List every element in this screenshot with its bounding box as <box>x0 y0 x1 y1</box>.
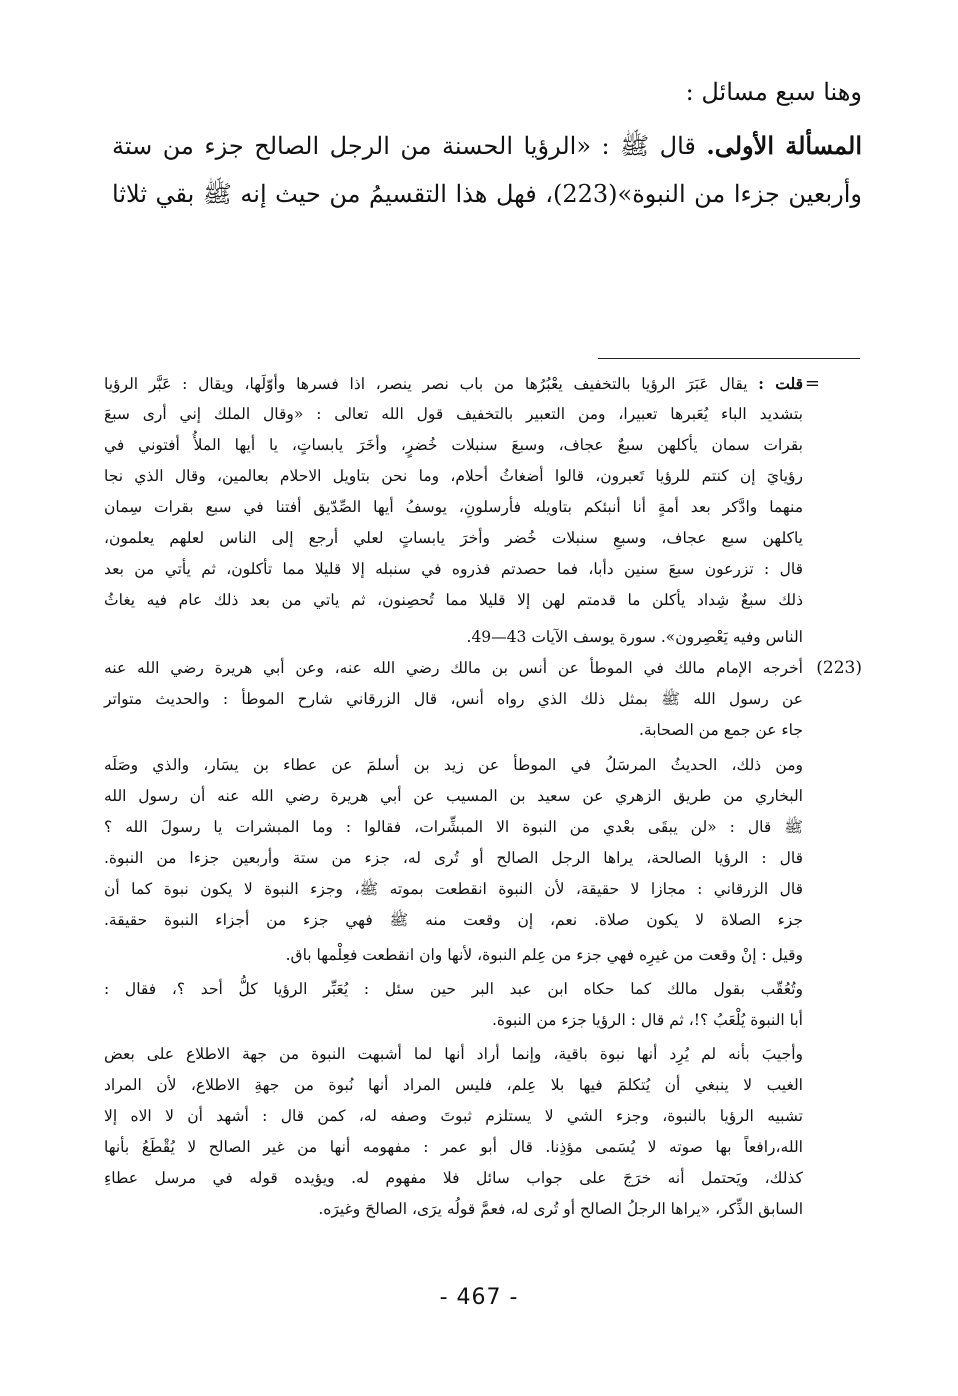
intro-line: وهنا سبع مسائل : <box>685 78 862 106</box>
footnote-line: عن رسول الله ﷺ بمثل ذلك الذي رواه أنس، قال الزرقاني شارح الموطأ : والحديث متواتر <box>104 690 803 708</box>
footnote-line: جاء عن جمع من الصحابة. <box>639 721 803 739</box>
footnote-line: الناس وفيه يَعْصِرون». سورة يوسف الآيات 43—49. <box>466 628 803 646</box>
qult-label: قلت : <box>758 374 803 393</box>
continuation-marker: = <box>804 373 820 394</box>
issue-one-text: قال ﷺ : «الرؤيا الحسنة من الرجل الصالح جزء من ستة <box>112 132 707 160</box>
footnote-line: بتشديد الباء يُعَبرها تعبيرا، ومن التعبير بالتخفيف قول الله تعالى : «وقال الملك إني أرى سبعَ <box>104 405 803 423</box>
footnote-line: قال : تزرعون سبعَ سنين دأبا، فما حصدتم فذروه في سنبله إلا قليلا مما تأكلون، ثم يأتي من بعد <box>104 560 803 578</box>
footnote-line <box>104 372 803 396</box>
footnote-line: السابق الذِّكر، «يراها الرجلُ الصالح أو تُرى له، فعمَّ قولُه يرَى، الصالحَ وغيرَه. <box>318 1200 803 1218</box>
footnote-line: الغيب لا ينبغي أن يُتكلمَ فيها بلا عِلم، فليس المراد أنها نُبوة من جهةِ الاطلاع، لأن المراد <box>104 1076 803 1094</box>
footnote-line: وأجيبَ بأنه لم يُرِد أنها نبوة باقية، وإنما أراد أنها لما أشبهت النبوة من جهة الاطلاع على بعض <box>104 1045 803 1063</box>
footnote-number-223: (223) <box>816 658 862 678</box>
footnote-line: تشبيه الرؤيا بالنبوة، وجزء الشي لا يستلزم ثبوتَ وصفه له، كمن قال : أشهد أن لا الاه إلا <box>104 1107 803 1125</box>
footnote-line: وتُعُقّب بقول مالك كما حكاه ابن عبد البر حين سئل : يُعَبِّر الرؤيا كلُّ أحد ؟، فقال : <box>104 980 803 998</box>
footnote-separator <box>598 358 860 359</box>
footnote-line: كذلك، ويَحتمل أنه خرَجَ على جواب سائل فلا مفهوم له. ويؤيده قوله في مرسل عطاءِ <box>104 1169 803 1187</box>
page-number: - 467 - <box>439 1285 519 1310</box>
footnote-line: بقرات سمان يأكلهن سبعٌ عجاف، وسبعَ سنبلات خُضرٍ، وأخَرَ يابساتٍ، يا أيها الملأُ أفتوني في <box>104 436 803 454</box>
footnote-line: الله،رافعاً بها صوته لا يُسَمى مؤذِنا. قال أبو عمر : مفهومه أنها من غير الصالح لا يُقْطَعُ بأنها <box>104 1138 803 1156</box>
footnote-line: قال الزرقاني : مجازا لا حقيقة، لأن النبوة انقطعت بموته ﷺ، وجزء النبوة لا يكون نبوة كما أن <box>104 880 803 898</box>
footnote-line: منهما وادَّكر بعد أمةٍ أنا أنبئكم بتاويله فأرسلونِ، يوسفُ أيها الصِّدّيق أفتنا في سبع بقرات سِمان <box>104 498 803 516</box>
footnote-line: ذلك سبعٌ شِداد يأكلن ما قدمتم لهن إلا قليلا مما تُحصِنون، ثم ياتي من بعد ذلك عام فيه يغاثُ <box>104 591 803 609</box>
footnote-line: جزء الصلاة لا يكون صلاة. نعم، إن وقعت منه ﷺ فهي جزء من أجزاء النبوة حقيقة. <box>104 911 803 929</box>
footnote-line: ومن ذلك، الحديثُ المرسَلُ في الموطأ عن زيد بن أسلمَ عن عطاء بن يسَار، والذي وصَلَه <box>104 756 803 774</box>
issue-one-line-2: وأربعين جزءا من النبوة»(223)، فهل هذا التقسيمُ من حيث إنه ﷺ بقي ثلاثا <box>112 180 862 208</box>
footnote-line: قال : الرؤيا الصالحة، يراها الرجل الصالح أو تُرى له، جزء من ستة وأربعين جزءا من النبوة. <box>104 849 803 867</box>
footnote-line: وقيل : إنْ وقعت من غيرِه فهي جزء من عِلم النبوة، لأنها وان انقطعت فعِلْمها باق. <box>285 946 803 964</box>
qult-text: يقال عَبَرَ الرؤيا بالتخفيف يعْبُرُها من باب نصر ينصر، اذا فسرها وأوّلَها، ويقال : عَبَّر الرؤيا <box>104 375 759 393</box>
issue-one-heading: المسألة الأولى. <box>706 131 862 160</box>
footnote-line: ﷺ قال : «لن يبقَى بعْدي من النبوة الا المبشِّرات، فقالوا : وما المبشرات يا رسولَ الله ؟ <box>104 818 803 836</box>
footnote-line: البخاري من طريق الزهري عن سعيد بن المسيب عن أبي هريرة رضي الله عنه أن رسول الله <box>104 787 803 805</box>
footnote-line: رؤيايَ إن كنتم للرؤيا تَعبرون، قالوا أضغاثُ أحلام، وما نحن بتاويل الاحلام بعالمين، وقال الذي نجا <box>104 467 803 485</box>
footnote-line: أبا النبوة يُلْعَبُ ؟!، ثم قال : الرؤيا جزء من النبوة. <box>491 1011 803 1029</box>
footnote-line: ياكلهن سبع عجاف، وسبعِ سنبلات خُضر وأخرَ يابساتٍ لعلي أرجع إلى الناس لعلهم يعلمون، <box>104 529 803 547</box>
footnote-line: أخرجه الإمام مالك في الموطأ عن أنس بن مالك رضي الله عنه، وعن أبي هريرة رضي الله عنه <box>104 659 803 677</box>
issue-one-line-1 <box>112 126 862 166</box>
